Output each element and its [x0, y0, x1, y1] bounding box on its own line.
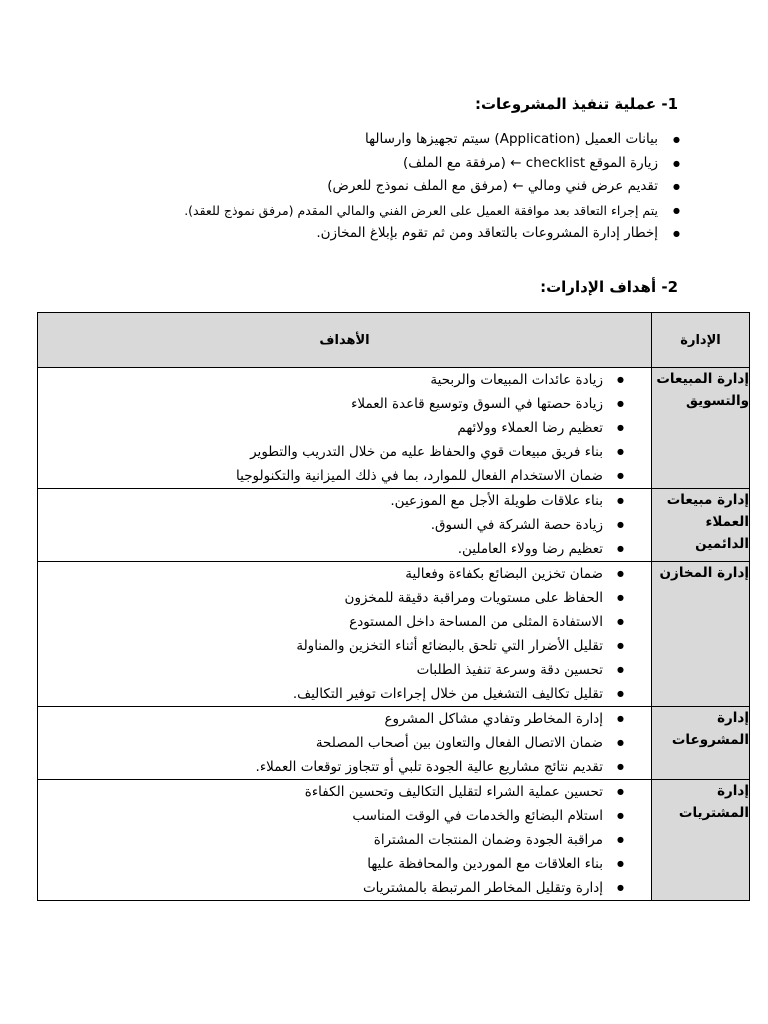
goal-item: ● استلام البضائع والخدمات في الوقت المناسب: [38, 804, 651, 828]
goal-list: [38, 707, 651, 779]
goals-cell: [38, 707, 652, 780]
department-column-header: الإدارة: [652, 313, 750, 368]
department-goals-table: [37, 312, 750, 901]
goals-column-header: الأهداف: [38, 313, 652, 368]
goal-item: ● تقليل الأضرار التي تلحق بالبضائع أثناء التخزين والمناولة: [38, 634, 651, 658]
process-steps-list: [38, 128, 658, 246]
goal-item: ● زيادة عائدات المبيعات والربحية: [38, 368, 651, 392]
goal-item: ● الحفاظ على مستويات ومراقبة دقيقة للمخزون: [38, 586, 651, 610]
goal-item: ● بناء فريق مبيعات قوي والحفاظ عليه من خلال التدريب والتطوير: [38, 440, 651, 464]
goals-cell: [38, 562, 652, 707]
goal-item: ● زيادة حصتها في السوق وتوسيع قاعدة العملاء: [38, 392, 651, 416]
table-header-row: [38, 313, 750, 368]
goal-list: [38, 562, 651, 706]
goal-item: ● بناء علاقات طويلة الأجل مع الموزعين.: [38, 489, 651, 513]
department-name: إدارة المخازن: [652, 562, 750, 707]
goal-item: ● تحسين دقة وسرعة تنفيذ الطلبات: [38, 658, 651, 682]
department-name: إدارة المشتريات: [652, 780, 750, 901]
goals-cell: [38, 780, 652, 901]
goal-item: ● إدارة المخاطر وتفادي مشاكل المشروع: [38, 707, 651, 731]
goal-item: ● مراقبة الجودة وضمان المنتجات المشتراة: [38, 828, 651, 852]
process-step: ● زيارة الموقع checklist ← (مرفقة مع الملف): [38, 152, 658, 176]
goal-item: ● إدارة وتقليل المخاطر المرتبطة بالمشتريات: [38, 876, 651, 900]
goals-cell: [38, 489, 652, 562]
section1-heading: [475, 94, 678, 114]
goal-item: ● تعظيم رضا وولاء العاملين.: [38, 537, 651, 561]
process-step: ● تقديم عرض فني ومالي ← (مرفق مع الملف نموذج للعرض): [38, 175, 658, 199]
goal-item: ● الاستفادة المثلى من المساحة داخل المستودع: [38, 610, 651, 634]
process-step: ● يتم إجراء التعاقد بعد موافقة العميل على العرض الفني والمالي المقدم (مرفق نموذج للعقد).: [38, 199, 658, 223]
table-row: [38, 707, 750, 780]
department-name: إدارة المبيعات والتسويق: [652, 368, 750, 489]
section2-number: 2-: [661, 278, 678, 296]
table-row: [38, 562, 750, 707]
goal-list: [38, 368, 651, 488]
section2-heading: [540, 277, 678, 297]
goal-item: ● ضمان تخزين البضائع بكفاءة وفعالية: [38, 562, 651, 586]
goal-item: ● تعظيم رضا العملاء وولائهم: [38, 416, 651, 440]
goal-item: ● ضمان الاستخدام الفعال للموارد، بما في ذلك الميزانية والتكنولوجيا: [38, 464, 651, 488]
goal-item: ● ضمان الاتصال الفعال والتعاون بين أصحاب المصلحة: [38, 731, 651, 755]
process-step: ● بيانات العميل (Application) سيتم تجهيزها وارسالها: [38, 128, 658, 152]
goals-cell: [38, 368, 652, 489]
goal-item: ● تقديم نتائج مشاريع عالية الجودة تلبي أو تتجاوز توقعات العملاء.: [38, 755, 651, 779]
section1-number: 1-: [661, 95, 678, 113]
section2-title: أهداف الإدارات:: [540, 278, 657, 296]
goal-list: [38, 780, 651, 900]
goal-list: [38, 489, 651, 561]
table-row: [38, 368, 750, 489]
section1-title: عملية تنفيذ المشروعات:: [474, 95, 657, 113]
goal-item: ● زيادة حصة الشركة في السوق.: [38, 513, 651, 537]
table-row: [38, 780, 750, 901]
process-step: ● إخطار إدارة المشروعات بالتعاقد ومن ثم تقوم بإبلاغ المخازن.: [38, 222, 658, 246]
goal-item: ● بناء العلاقات مع الموردين والمحافظة عليها: [38, 852, 651, 876]
goal-item: ● تحسين عملية الشراء لتقليل التكاليف وتحسين الكفاءة: [38, 780, 651, 804]
goal-item: ● تقليل تكاليف التشغيل من خلال إجراءات توفير التكاليف.: [38, 682, 651, 706]
department-name: إدارة مبيعات العملاء الدائمين: [652, 489, 750, 562]
department-name: إدارة المشروعات: [652, 707, 750, 780]
table-row: [38, 489, 750, 562]
